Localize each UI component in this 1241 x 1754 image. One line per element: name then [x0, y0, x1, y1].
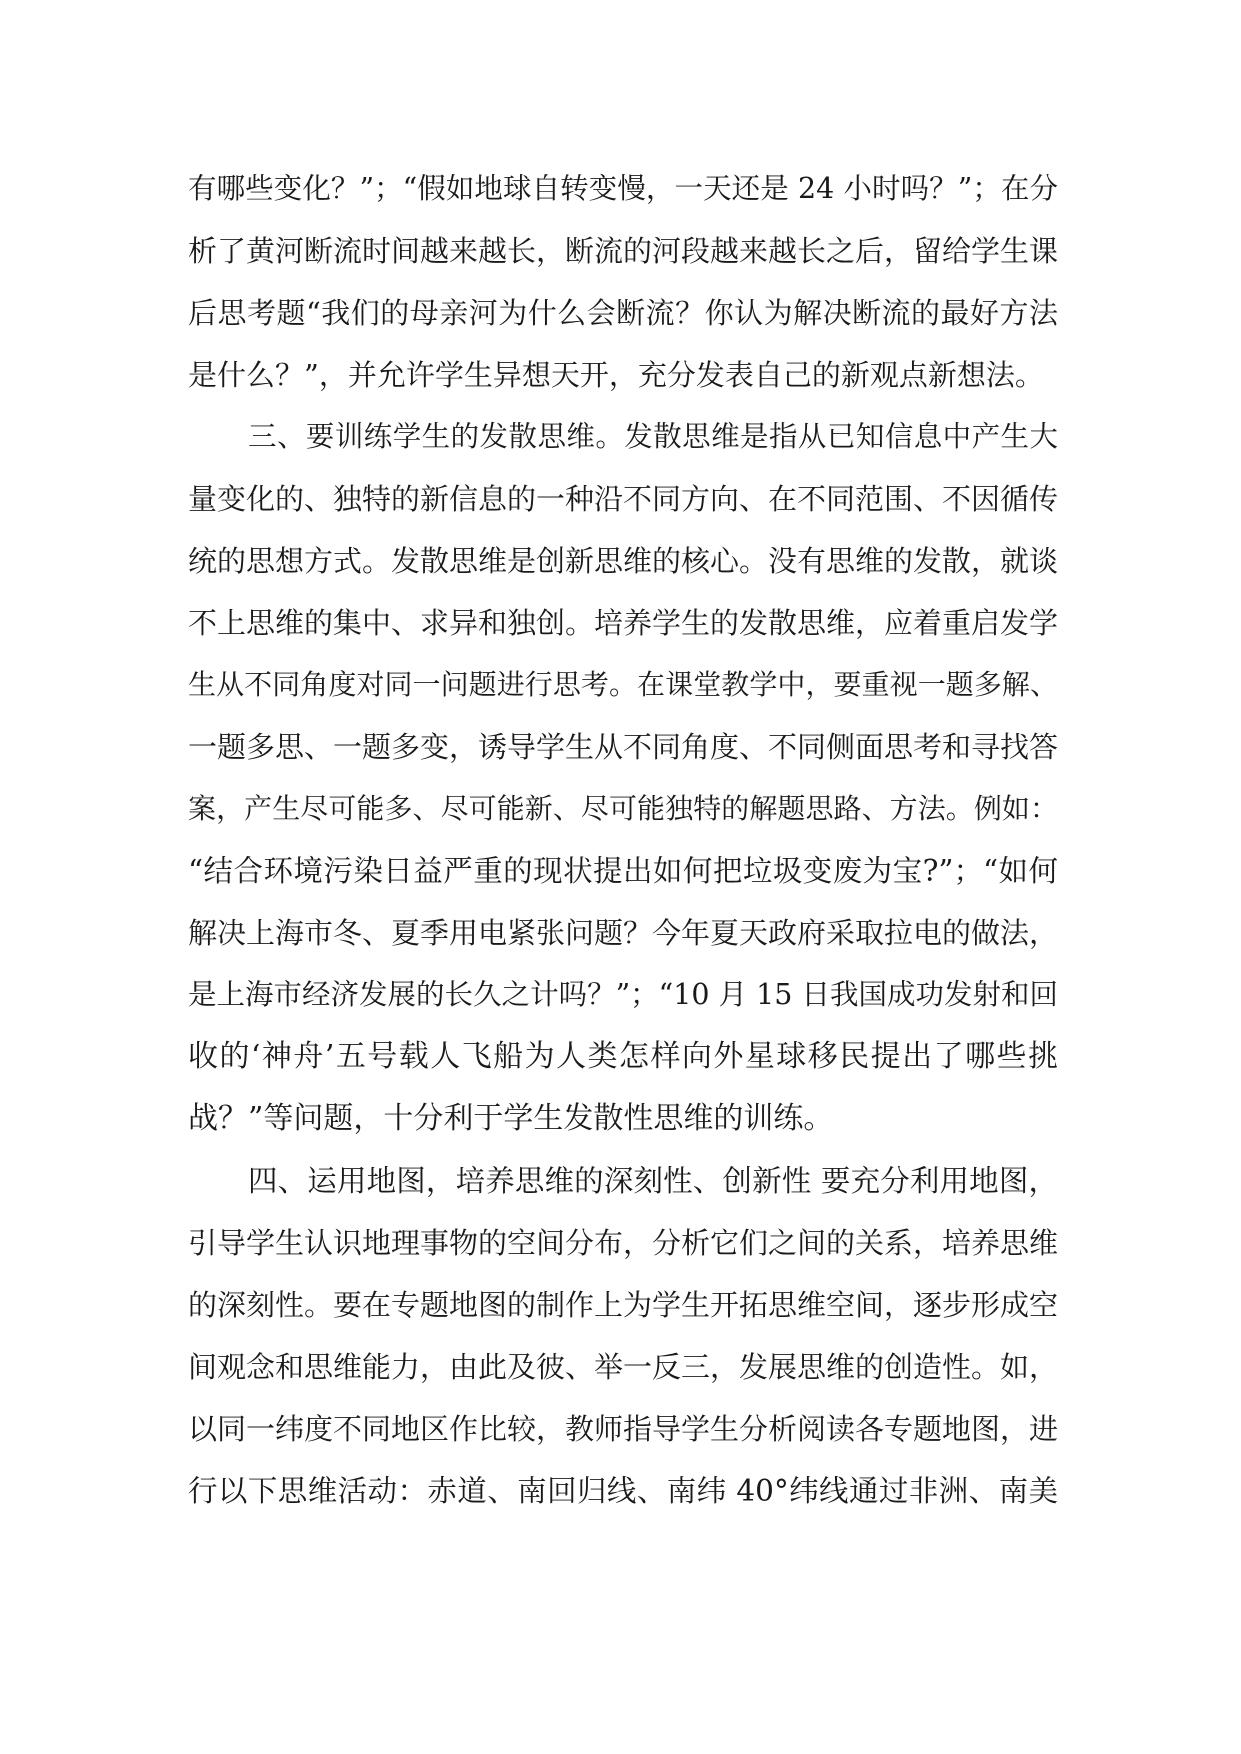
text-line: 解决上海市冬、夏季用电紧张问题？今年夏天政府采取拉电的做法， [188, 916, 1059, 950]
text-line: 间观念和思维能力，由此及彼、举一反三，发展思维的创造性。如， [188, 1350, 1059, 1384]
text-line: 收的‘神舟’五号载人飞船为人类怎样向外星球移民提出了哪些挑 [188, 1039, 1058, 1074]
text-line: 是上海市经济发展的长久之计吗？”；“10 月 15 日我国成功发射和回 [188, 978, 1058, 1011]
text-line: 一题多思、一题多变，诱导学生从不同角度、不同侧面思考和寻找答 [188, 730, 1059, 764]
body-text [188, 158, 1058, 1522]
text-line: 统的思想方式。发散思维是创新思维的核心。没有思维的发散，就谈 [188, 544, 1059, 578]
text-line: 是什么？”，并允许学生异想天开，充分发表自己的新观点新想法。 [188, 358, 1044, 392]
paragraph-start-line: 四、运用地图，培养思维的深刻性、创新性 要充分利用地图， [248, 1164, 1058, 1198]
text-line: 析了黄河断流时间越来越长，断流的河段越来越长之后，留给学生课 [188, 234, 1059, 268]
text-line: 不上思维的集中、求异和独创。培养学生的发散思维，应着重启发学 [188, 606, 1059, 640]
text-line: 量变化的、独特的新信息的一种沿不同方向、在不同范围、不因循传 [188, 482, 1059, 516]
text-line: 的深刻性。要在专题地图的制作上为学生开拓思维空间，逐步形成空 [188, 1288, 1059, 1322]
text-line: 有哪些变化？”；“假如地球自转变慢，一天还是 24 小时吗？”；在分 [188, 172, 1058, 205]
text-line: 行以下思维活动：赤道、南回归线、南纬 40°纬线通过非洲、南美 [188, 1474, 1058, 1508]
text-line: “结合环境污染日益严重的现状提出如何把垃圾变废为宝?”；“如何 [188, 854, 1058, 888]
text-line: 以同一纬度不同地区作比较，教师指导学生分析阅读各专题地图，进 [188, 1412, 1059, 1446]
text-line: 后思考题“我们的母亲河为什么会断流？你认为解决断流的最好方法 [188, 296, 1058, 330]
text-line: 战？”等问题，十分利于学生发散性思维的训练。 [188, 1101, 834, 1136]
text-line: 案，产生尽可能多、尽可能新、尽可能独特的解题思路、方法。例如： [188, 792, 1058, 825]
text-line: 生从不同角度对同一问题进行思考。在课堂教学中，要重视一题多解、 [188, 668, 1058, 701]
paragraph-start-line: 三、要训练学生的发散思维。发散思维是指从已知信息中产生大 [248, 420, 1058, 453]
text-line: 引导学生认识地理事物的空间分布，分析它们之间的关系，培养思维 [188, 1226, 1059, 1260]
